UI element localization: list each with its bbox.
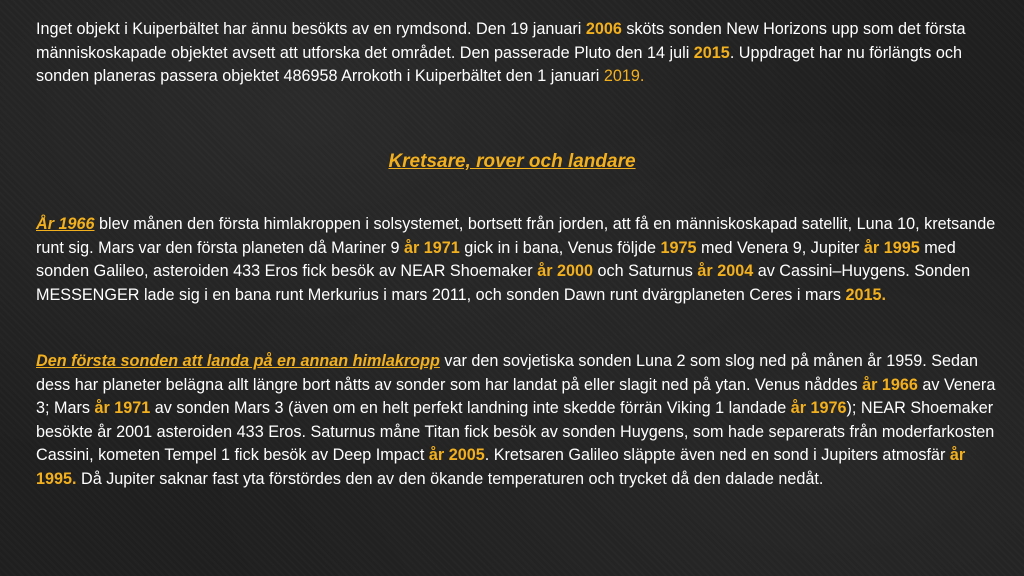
intro-text-2: sköts sonden New Horizons upp som det första människoskapade objektet avsett att utforska det området. Den passerade Pluto den 14 juli — [36, 20, 966, 62]
year-highlight: år 2000 — [537, 262, 593, 280]
year-highlight: år 1995. — [36, 446, 966, 488]
landing-text-5: . Kretsaren Galileo släppte även ned en sond i Jupiters atmosfär — [484, 446, 950, 464]
year-highlight: 1975 — [660, 238, 697, 257]
year-highlight: 2019. — [603, 67, 645, 85]
year-highlight: år 1976 — [790, 399, 847, 417]
landing-text-2: av Venera 3; Mars — [36, 375, 996, 417]
orbit-text-3: med Venera 9, Jupiter — [696, 238, 864, 257]
year-highlight: 2015 — [693, 43, 730, 62]
landing-lead-highlight: Den första sonden att landa på en annan himlakropp — [36, 352, 440, 370]
intro-text-1: Inget objekt i Kuiperbältet har ännu besökts av en rymdsond. Den 19 januari — [36, 20, 586, 38]
orbit-text-4: med sonden Galileo, asteroiden 433 Eros fick besök av NEAR Shoemaker — [36, 238, 956, 280]
intro-paragraph — [36, 18, 996, 89]
orbit-paragraph — [36, 213, 996, 307]
year-highlight: år 1971 — [404, 238, 460, 257]
landing-text-3: av sonden Mars 3 (även om en helt perfekt landning inte skedde förrän Viking 1 landade — [150, 399, 791, 417]
orbit-text-2: gick in i bana, Venus följde — [459, 238, 661, 257]
year-highlight: år 1966 — [862, 375, 918, 394]
landing-paragraph — [36, 350, 996, 491]
year-highlight: år 1995 — [863, 238, 920, 257]
year-highlight: år 2004 — [697, 262, 754, 280]
orbit-lead-highlight: År 1966 — [36, 215, 95, 233]
orbit-text-5: och Saturnus — [593, 262, 698, 280]
section-heading-wrap — [0, 150, 1024, 175]
year-highlight: 2015. — [845, 285, 886, 304]
year-highlight: 2006 — [585, 20, 622, 38]
year-highlight: år 1971 — [94, 399, 151, 417]
year-highlight: år 2005 — [428, 446, 485, 464]
orbit-text-6: av Cassini–Huygens. Sonden MESSENGER lade sig i en bana runt Merkurius i mars 2011, och sonden Dawn runt dvärgplaneten Ceres i mars — [36, 262, 971, 304]
section-heading: Kretsare, rover och landare — [388, 151, 636, 172]
landing-text-4: ); NEAR Shoemaker besökte år 2001 asteroiden 433 Eros. Saturnus måne Titan fick besök av sonden Huygens, som hade separerats från moderfarkosten Cassini, kometen Tempel 1 fick besök av Deep Impact — [36, 399, 995, 464]
orbit-text-1: blev månen den första himlakroppen i solsystemet, bortsett från jorden, att få en människoskapad satellit, Luna 10, kretsande runt sig. Mars var den första planeten då Mariner 9 — [36, 215, 996, 257]
landing-text-1: var den sovjetiska sonden Luna 2 som slog ned på månen år 1959. Sedan dess har planeter belägna allt längre bort nåtts av sonder som har landat på eller slagit ned på ytan. Venus nåddes — [36, 352, 979, 394]
intro-text-3: . Uppdraget har nu förlängts och sonden planeras passera objektet 486958 Arrokoth i Kuiperbältet den 1 januari — [36, 43, 962, 85]
landing-text-6: Då Jupiter saknar fast yta förstördes den av den ökande temperaturen och trycket då den dalade nedåt. — [76, 469, 824, 488]
